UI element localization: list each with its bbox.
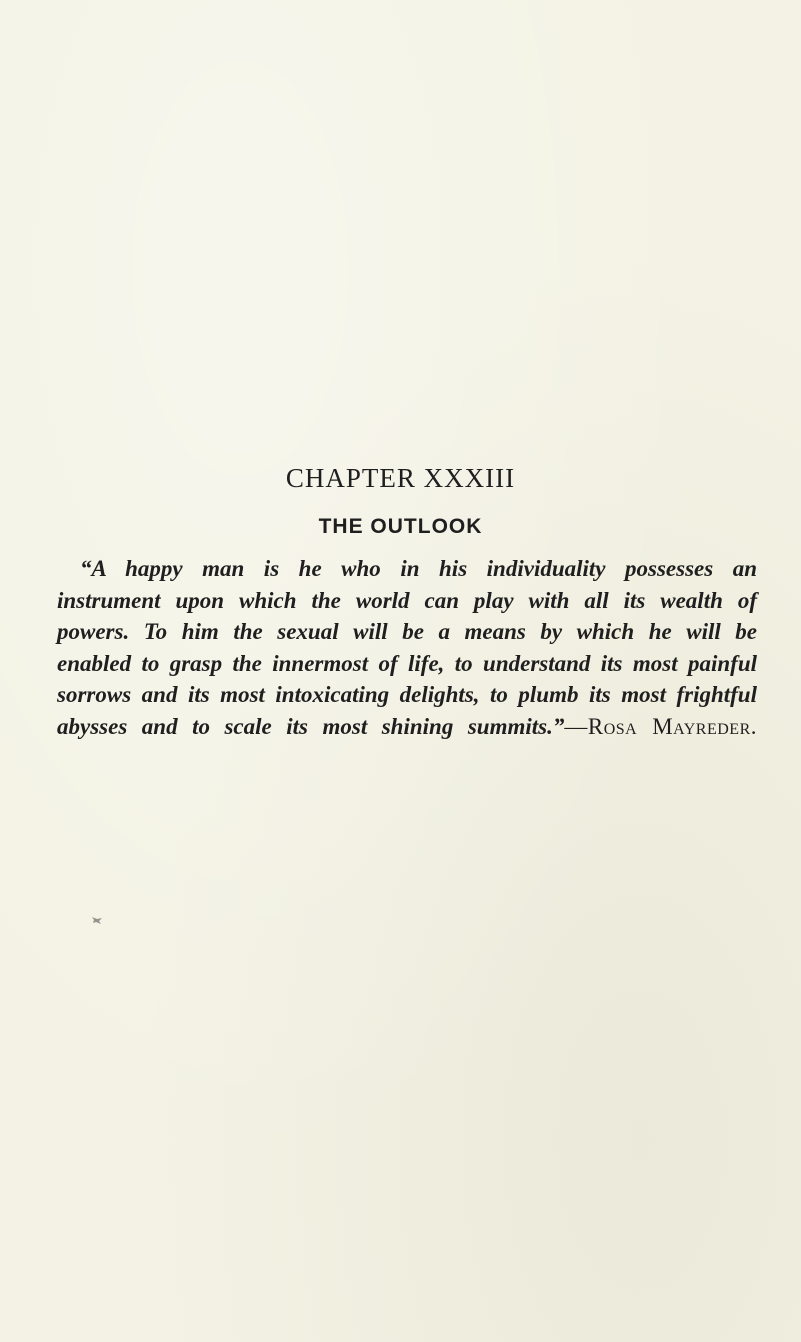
epigraph-attribution: —Rosa Mayreder. [564, 713, 758, 739]
epigraph-quote [57, 553, 757, 742]
epigraph-line: instrument upon which the world can play with all its wealth of [57, 587, 757, 613]
epigraph-last-line-text: abysses and to scale its most shining summits.” [57, 713, 565, 739]
ink-speck-icon [91, 915, 103, 925]
epigraph-line: enabled to grasp the innermost of life, to understand its most painful [57, 650, 757, 676]
epigraph-last-line [57, 711, 757, 743]
epigraph-line: powers. To him the sexual will be a means by which he will be [57, 619, 757, 644]
epigraph-line: “A happy man is he who in his individuality possesses an [80, 556, 757, 581]
chapter-title: THE OUTLOOK [318, 515, 483, 538]
chapter-heading: CHAPTER XXXIII [285, 463, 516, 493]
epigraph-line: sorrows and its most intoxicating delights, to plumb its most frightful [57, 682, 757, 707]
